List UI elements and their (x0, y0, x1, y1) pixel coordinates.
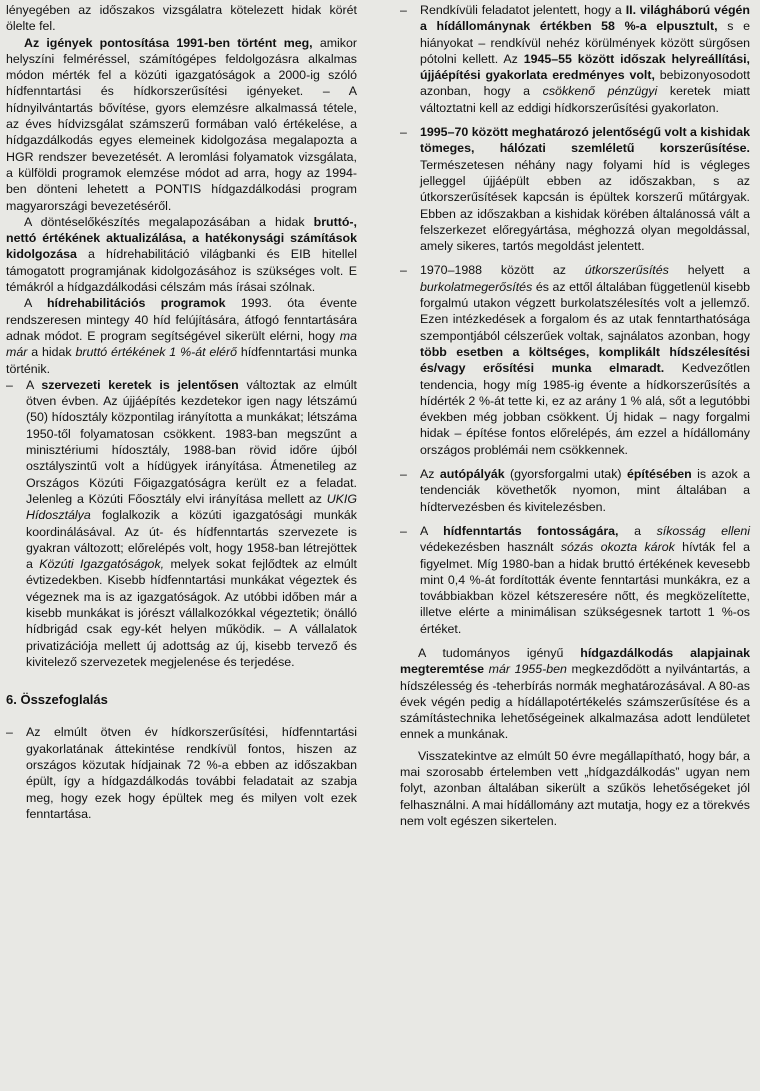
bold-run: bruttó-, nettó értékének aktualizálása, a hatékonysági számítások kidolgozása (6, 214, 357, 262)
list-item-text (420, 263, 750, 456)
dash-marker: – (400, 467, 407, 482)
text-run: keretek miatt változtatni kell az eddigi hídkorszerűsítési gyakorlaton. (420, 84, 751, 115)
bold-run: hídrehabilitációs programok (46, 296, 226, 311)
italic-run: csökkenő pénzügyi (542, 84, 658, 99)
italic-run: sózás okozta károk (560, 540, 675, 555)
text-run: megkezdődött a nyilvántartás, a hídszélesség és -teherbírás normák meghatározásával. A 80-as évek végén pedig a hídállapotértékelés számszerűsítése és a számítástechnika lehetőségeinek alkalmazása adott lendületet ennek a munkának. (400, 662, 750, 742)
bold-run: II. világháború végén a hídállománynak értékben 58 %-a elpusztult, (420, 3, 750, 34)
italic-run: ma már (6, 328, 357, 360)
list-item-small-bridges (400, 124, 750, 254)
list-item-pavement (400, 262, 750, 458)
bold-run: hídgazdálkodás alapjainak megteremtése (400, 645, 751, 677)
left-column (6, 0, 357, 822)
dash-marker: – (400, 3, 407, 17)
text-run: hídfenntartási munka történik. (6, 345, 357, 376)
text-run: A (24, 296, 47, 311)
text-run: foglalkozik a közúti igazgatósági munkák koordinálásával. Az út- és hídfenntartás szervezete is gyakran változott; előrelépés volt, hogy 1958-ban létrejöttek a (26, 508, 357, 572)
text-run: 1993. óta évente rendszeresen mintegy 40 híd felújítására, átfogó fenntartására adnak módot. E program segítségével sikerült elérni, hogy (6, 296, 358, 343)
paragraph-conclusion (400, 748, 750, 829)
text-run: (gyorsforgalmi utak) (504, 467, 627, 482)
paragraph-bridge-management (400, 645, 750, 743)
paragraph-rehabilitation-programs (6, 295, 357, 376)
dash-marker: – (400, 523, 407, 538)
bold-run: hídfenntartás fontosságára, (443, 523, 619, 538)
text-run: a hídrehabilitáció világbanki és EIB hitellel támogatott programjának kidolgozásához is szükséges volt. E témákról a hídgazdálkodási célszám más írásai szólnak. (6, 247, 357, 295)
paragraph-intro: lényegében az időszakos vizsgálatra kötelezett hidak körét ölelte fel. (6, 3, 357, 34)
list-item-text (420, 524, 750, 636)
dash-marker: – (6, 377, 13, 392)
text-run: hívták fel a figyelmet. Míg 1980-ban a hidak bruttó értékének kevesebb mint 0,4 %-át fordították évente fenntartási munkákra, ez a továbbiakban közel kétszeresére nőtt, és megközelítette, illetve elérte a minimálisan szükségesnek tartott 1 %-os értéket. (420, 540, 750, 636)
text-run: változtak az elmúlt ötven évben. Az újjáépítés kezdetekor igen nagy létszámú (50) hídosztály központilag irányította a munkákat; létszáma 1950-től folyamatosan csökkent. 1983-ban megszűnt a minisztériumi hídosztály, 1988-ban rövid időre újból osztályszintű volt a hídügyek irányítása. Átmenetileg az Országos Közúti Főigazgatóságra került ez a feladat. Jelenleg a Közúti Főosztály elvi irányítása mellett az (26, 377, 357, 506)
italic-run: bruttó értékének 1 %-át elérő (75, 345, 237, 360)
text-run: Természetesen néhány nagy folyami híd is végleges jelleggel újjáépült ebben az időszakban, s az útkorszerűsítések kapcsán is épültek korszerű műtárgyak. Ebben az időszakban a kishidak körében általánossá vált a felszerkezet előregyártása, méghozzá olyan megoldással, amely sikeres, tartós megoldást jelentett. (420, 157, 750, 254)
list-item-organization (6, 377, 357, 670)
section-heading: 6. Összefoglalás (6, 692, 108, 708)
italic-run: síkosság elleni (656, 523, 750, 538)
text-run: Az elmúlt ötven év hídkorszerűsítési, hídfenntartási gyakorlatának áttekintése rendkívül fontos, hiszen az országos közutak hídjainak 72 %-a ebben az időszakban épült, így a hídgazdálkodás további feladatait az szabja meg, hogy ezek hogy épültek meg és milyen volt ezek fenntartása. (26, 725, 357, 821)
text-run: és az ettől általában függetlenül kisebb forgalmú utakon végzett burkolatszélesítés volt a jellemző. Ezen intézkedések a forgalom és az utak fenntarthatósága szempontjából célszerűek voltak, sajnálatos azonban, hogy (420, 279, 750, 343)
text-run: védekezésben használt (420, 540, 561, 555)
text-run: a hidak (27, 345, 76, 360)
text-run: s e hiányokat – rendkívül nehéz körülmények között sürgősen pótolni kellett. Az (420, 19, 750, 66)
italic-run: már 1955-ben (488, 662, 567, 677)
paragraph-decision-preparation (6, 214, 357, 295)
bold-run: több esetben a költséges, komplikált hídszélesítési és/vagy erősítési munka elmaradt. (420, 344, 750, 376)
list-item-war-damage (400, 2, 750, 116)
bold-run: 1995–70 között meghatározó jelentőségű volt a kishidak tömeges, hálózati szemléletű korszerűsítése. (420, 125, 750, 156)
bold-run: Az igények pontosítása 1991-ben történt meg, (24, 35, 313, 50)
list-item-summary (6, 724, 357, 822)
text-run: Az (420, 467, 440, 482)
bold-run: szervezeti keretek is jelentősen (41, 377, 239, 392)
text-run: melyek sokat fejlődtek az elmúlt évtizedekben. Kisebb hídfenntartási munkákat végeztek és végeznek ma is az igazgatóságok. Az utóbbi időben már a kisebb munkákat is jórészt vállalkozókkal végeztetik; önálló hídbrigád csak egy-két helyen működik. – A vállalatok privatizációja mellett új adottság az új, kisebb tervező és kivitelező szervezetek megjelenése és terjedése. (26, 557, 357, 669)
text-run: is azok a tendenciák követhetők nyomon, mint általában a hídtervezésben és kivitelezésben. (420, 467, 750, 514)
italic-run: útkorszerűsítés (584, 263, 669, 278)
right-column (400, 0, 750, 829)
list-item-text (26, 725, 357, 820)
italic-run: burkolatmegerősítés (420, 279, 533, 294)
text-run: bebizonyosodott azonban, hogy a (420, 68, 751, 99)
dash-marker: – (6, 725, 13, 740)
text-run: Rendkívüli feladatot jelentett, hogy a (420, 3, 626, 17)
text-run: 1970–1988 között az (420, 263, 585, 278)
dash-marker: – (400, 125, 407, 140)
list-item-text (420, 125, 750, 253)
italic-run: Közúti Igazgatóságok, (39, 557, 165, 572)
text-run: A tudományos igényű (418, 645, 581, 660)
italic-run: UKIG Hídosztálya (26, 491, 357, 523)
list-item-text (420, 3, 750, 115)
text-run: Kedvezőtlen tendencia, hogy míg 1985-ig évente a hídkorszerűsítés a hídérték 2 %-át tette ki, ez az arány 1 % alá, sőt a legutóbbi években még jobban csökkent. Új hidak – nagy forgalmi hidak – építése fontos előrelépés, ám ezzel a hídállomány országos problémái nem csökkennek. (420, 361, 750, 457)
text-run: a (618, 523, 657, 538)
text-run: A döntéselőkészítés megalapozásában a hidak (24, 214, 314, 229)
dash-marker: – (400, 263, 407, 278)
list-item-motorways (400, 466, 750, 515)
list-item-text (420, 467, 750, 514)
text-run: amikor helyszíni felméréssel, számítógépes feldolgozásra alkalmas módon mérték fel a közúti igazgatóságok a 2000-ig szóló hídfenntartási és hídkorszerűsítési igényeket. – A hídnyilvántartás bővítése, gyors elemzésre alkalmassá tétele, az éves hídvizsgálat számszerű formában való értékelése, a hídgazdálkodás egyes elemeinek kidolgozása megalapozta a HGR rendszer bevezetését. A leromlási folyamatok vizsgálata, a külföldi programok elemzése módot ad arra, hogy az 1994-ben dönteni lehetett a PONTIS hídgazdálkodási program magyarországi bevezetéséről. (6, 35, 358, 213)
text-run: A (26, 377, 42, 392)
paragraph-demand-specification (6, 35, 357, 214)
list-item-text (26, 378, 357, 669)
bold-run: építésében (626, 467, 692, 482)
text-run: Visszatekintve az elmúlt 50 évre megállapítható, hogy bár, a mai szorosabb értelemben vett „hídgazdálkodás” ugyan nem folyt, azonban általában sikerült a szűkös lehetőségeket jól felhasználni. A mai hídállomány azt mutatja, hogy ez a törekvés nem volt egészen sikertelen. (400, 748, 750, 828)
text-run: A (420, 523, 444, 538)
text-run: helyett a (668, 263, 750, 278)
list-item-maintenance (400, 523, 750, 637)
bold-run: autópályák (439, 467, 505, 482)
bold-run: 1945–55 között időszak helyreállítási, újjáépítési gyakorlata eredményes volt, (420, 51, 750, 83)
